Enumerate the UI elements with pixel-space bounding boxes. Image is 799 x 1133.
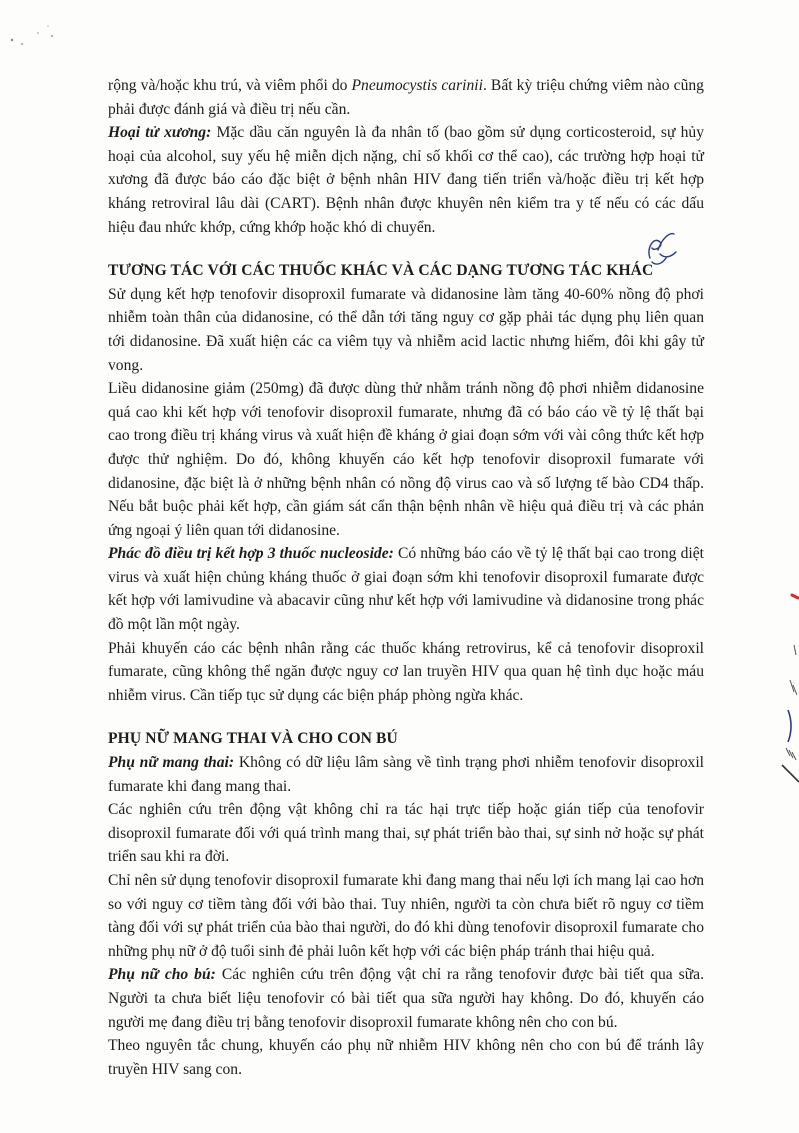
interactions-heading: TƯƠNG TÁC VỚI CÁC THUỐC KHÁC VÀ CÁC DẠNG TƯƠNG TÁC KHÁC bbox=[108, 262, 654, 280]
osteonecrosis-paragraph: Hoại tử xương: Mặc dầu căn nguyên là đa nhân tố (bao gồm sử dụng corticosteroid, sự hủy hoại của alcohol, suy yếu hệ miễn dịch nặng, chỉ số khối cơ thể cao), các trường hợp hoại tử xương đã được báo cáo đặc biệt ở bệnh nhân HIV đang tiến triển và/hoặc điều trị kết hợp kháng retroviral lâu dài (CART). Bệnh nhân được khuyên nên kiểm tra y tế nếu có các dấu hiệu đau nhức khớp, cứng khớp hoặc khó di chuyển. bbox=[108, 124, 704, 236]
interactions-paragraph-1: Sử dụng kết hợp tenofovir disoproxil fumarate và didanosine làm tăng 40-60% nồng độ phơi nhiễm toàn thân của didanosine, có thể dẫn tới tăng nguy cơ gặp phải tác dụng phụ liên quan tới didanosine. Đã xuất hiện các ca viêm tụy và nhiễm acid lactic nhưng hiếm, đôi khi gây tử vong. bbox=[108, 285, 704, 374]
interactions-paragraph-4: Phải khuyến cáo các bệnh nhân rằng các thuốc kháng retrovirus, kể cả tenofovir disoproxil fumarate, cũng không thể ngăn được nguy cơ lan truyền HIV qua quan hệ tình dục hoặc máu nhiễm virus. Cần tiếp tục sử dụng các biện pháp phòng ngừa khác. bbox=[108, 639, 704, 704]
pregnancy-paragraph-2: Các nghiên cứu trên động vật không chỉ ra tác hại trực tiếp hoặc gián tiếp của tenofovir disoproxil fumarate đối với quá trình mang thai, sự phát triển bào thai, sự sinh nở hoặc sự phát triển sau khi ra đời. bbox=[108, 801, 704, 866]
pregnancy-paragraph-1: Phụ nữ mang thai: Không có dữ liệu lâm sàng về tình trạng phơi nhiễm tenofovir disoproxil fumarate khi đang mang thai. bbox=[108, 754, 704, 795]
scan-edge-marks-icon bbox=[772, 560, 799, 800]
osteonecrosis-lead: Hoại tử xương: bbox=[108, 124, 212, 142]
pregnancy-paragraph-3: Chỉ nên sử dụng tenofovir disoproxil fumarate khi đang mang thai nếu lợi ích mang lại cao hơn so với nguy cơ tiềm tàng đối với bào thai. Tuy nhiên, người ta còn chưa biết rõ nguy cơ tiềm tàng đối với sự phát triển của bào thai người, do đó khi dùng tenofovir disoproxil fumarate cho những phụ nữ ở độ tuổi sinh đẻ phải luôn kết hợp với các biện pháp tránh thai hiệu quả. bbox=[108, 872, 704, 960]
scan-specks-icon bbox=[0, 0, 70, 50]
breastfeeding-lead: Phụ nữ cho bú: bbox=[108, 966, 216, 984]
interactions-paragraph-2: Liều didanosine giảm (250mg) đã được dùng thử nhằm tránh nồng độ phơi nhiễm didanosine quá cao khi kết hợp với tenofovir disoproxil fumarate, nhưng đã có báo cáo về tỷ lệ thất bại cao trong điều trị kháng virus và xuất hiện đề kháng ở giai đoạn sớm với vài công thức kết hợp được thử nghiệm. Do đó, không khuyến cáo kết hợp tenofovir disoproxil fumarate với didanosine, đặc biệt là ở những bệnh nhân có nồng độ virus cao và số lượng tế bào CD4 thấp. Nếu bắt buộc phải kết hợp, cần giám sát cẩn thận bệnh nhân về hiệu quả điều trị và các phản ứng ngoại ý liên quan tới didanosine. bbox=[108, 380, 704, 539]
pregnancy-paragraph-4: Phụ nữ cho bú: Các nghiên cứu trên động vật chỉ ra rằng tenofovir được bài tiết qua sữa. Người ta chưa biết liệu tenofovir có bài tiết qua sữa người hay không. Do đó, khuyến cáo người mẹ đang điều trị bằng tenofovir disoproxil fumarate không nên cho con bú. bbox=[108, 966, 704, 1031]
pathogen-name: Pneumocystis carinii bbox=[351, 77, 483, 94]
pregnant-women-lead: Phụ nữ mang thai: bbox=[108, 754, 235, 772]
pregnancy-paragraph-5: Theo nguyên tắc chung, khuyến cáo phụ nữ nhiễm HIV không nên cho con bú để tránh lây truyền HIV sang con. bbox=[108, 1037, 704, 1078]
signature-initials-icon bbox=[640, 228, 684, 272]
document-body bbox=[108, 74, 704, 1081]
triple-nucleoside-lead: Phác đồ điều trị kết hợp 3 thuốc nucleoside: bbox=[108, 545, 394, 563]
pregnancy-heading: PHỤ NỮ MANG THAI VÀ CHO CON BÚ bbox=[108, 730, 398, 748]
interactions-paragraph-3: Phác đồ điều trị kết hợp 3 thuốc nucleoside: Có những báo cáo về tỷ lệ thất bại cao trong diệt virus và xuất hiện chủng kháng thuốc ở giai đoạn sớm khi tenofovir disoproxil fumarate được kết hợp với lamivudine và abacavir cũng như kết hợp với lamivudine và didanosine trong phác đồ một lần một ngày. bbox=[108, 545, 704, 634]
intro-paragraph: rộng và/hoặc khu trú, và viêm phổi do Pneumocystis carinii. Bất kỳ triệu chứng viêm nào cũng phải được đánh giá và điều trị nếu cần. bbox=[108, 77, 704, 118]
